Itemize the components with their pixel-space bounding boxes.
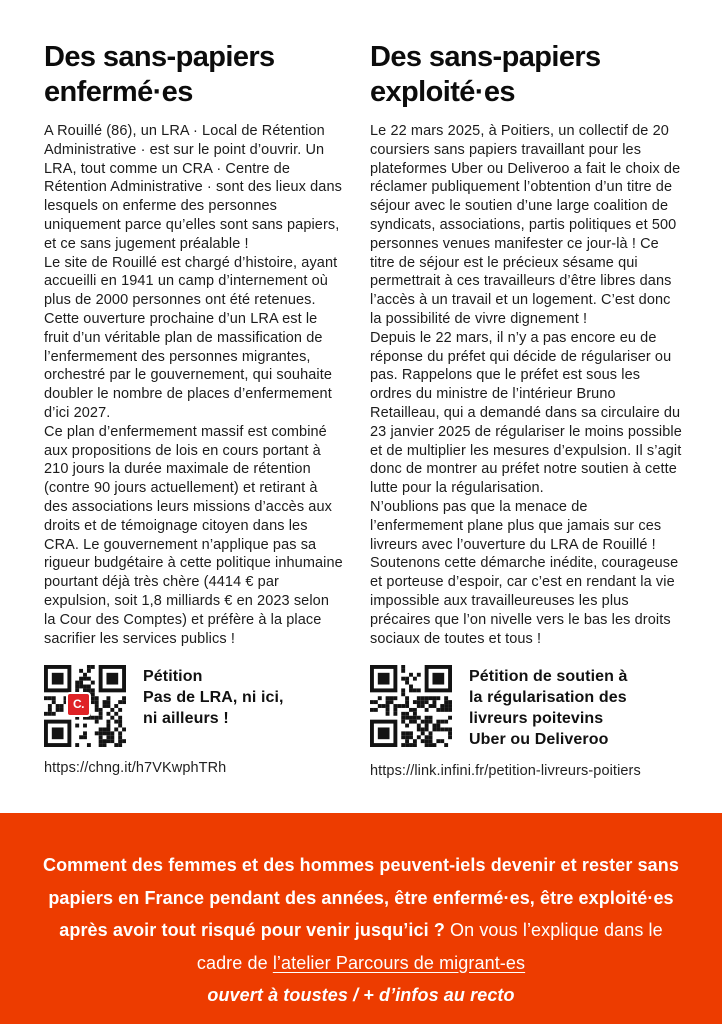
petition-label-line: Uber ou Deliveroo <box>469 731 609 749</box>
banner-question: Comment des femmes et des hommes peuvent-iels devenir et rester sans papiers en France pendant des années, être enfermé·es, être exploité·es après avoir tout risqué pour venir jusqu’ici ? <box>42 855 680 940</box>
paragraph: Le 22 mars 2025, à Poitiers, un collectif de 20 coursiers sans papiers travaillant pour les plateformes Uber ou Deliveroo a fait le choix de réclamer publiquement l’obtention d’un titre de séjour avec le soutien d’une large coalition de syndicats, associations, partis politiques et 500 personnes venues manifester ce jour-là ! Ce titre de séjour est le précieux sésame qui permettrait à ces travailleurs d’être libres dans l’accès à un travail et un logement. C’est donc la possibilité de vivre dignement ! <box>370 123 681 327</box>
petition-livreurs-url[interactable]: https://link.infini.fr/petition-livreurs-poitiers <box>370 763 641 780</box>
petition-label-line: la régularisation des <box>469 689 627 707</box>
article-body-enfermes <box>44 122 344 648</box>
column-enfermes <box>44 26 344 779</box>
petition-label-line: livreurs poitevins <box>469 710 604 728</box>
petition-label-line: Pétition <box>143 668 203 686</box>
petition-lra-label <box>143 665 284 729</box>
qr-code-petition-lra <box>44 665 126 747</box>
petition-lra-url[interactable]: https://chng.it/h7VKwphTRh <box>44 760 227 777</box>
paragraph: Le site de Rouillé est chargé d’histoire, ayant accueilli en 1941 un camp d’internement où plus de 2000 personnes ont été retenues. <box>44 254 338 309</box>
banner-answer: On vous l’explique dans le cadre de <box>196 920 663 973</box>
petition-label-line: ni ailleurs ! <box>143 710 229 728</box>
workshop-link[interactable]: l’atelier Parcours de migrant-es <box>272 952 526 973</box>
paragraph: Soutenons cette démarche inédite, courageuse et porteuse d’espoir, car c’est en rendant la vie impossible aux travailleureuses les plus précaires que l’on nivelle vers le bas les droits sociaux de toutes et tous ! <box>370 555 679 647</box>
qr-code-petition-livreurs <box>370 665 452 747</box>
qr-code-image <box>370 665 452 747</box>
bottom-banner <box>0 813 722 1024</box>
article-title-enfermes: Des sans-papiers enfermé·es <box>44 41 275 108</box>
change-org-logo-badge: C. <box>66 692 91 717</box>
paragraph: Depuis le 22 mars, il n’y a pas encore eu de réponse du préfet qui décide de régulariser ou pas. Rappelons que le préfet est sous les ordres du ministre de l’intérieur Bruno Retailleau, qui a demandé dans sa circulaire du 23 janvier 2025 de régulariser le moins possible et de multiplier les mesures d’expulsion. Il s’agit donc de montrer au préfet notre soutien à cette lutte pour la régularisation. <box>370 329 682 497</box>
banner-footer-note: ouvert à toustes / + d’infos au recto <box>207 985 515 1005</box>
petition-label-line: Pas de LRA, ni ici, <box>143 689 284 707</box>
petition-livreurs-label <box>469 665 628 750</box>
paragraph: Ce plan d’enfermement massif est combiné aux propositions de lois en cours portant à 210 jours la durée maximale de rétention (contre 90 jours actuellement) et retirant à des associations leurs missions d’accès aux droits et de témoignage citoyen dans les CRA. Le gouvernement n’applique pas sa rigueur budgétaire à cette politique inhumaine pourtant déjà très chère (4414 € par expulsion, soit 1,8 milliards € en 2023 selon la Cour des Comptes) et préfère à la place sacrifier les services publics ! <box>44 423 343 647</box>
paragraph: Cette ouverture prochaine d’un LRA est le fruit d’un véritable plan de massification de l’enfermement des personnes migrantes, orchestré par le gouvernement, qui souhaite doubler le nombre de places d’enfermement d’ici 2027. <box>44 310 333 421</box>
petition-label-line: Pétition de soutien à <box>469 668 628 686</box>
column-exploites <box>370 26 684 779</box>
banner-text <box>35 849 687 1012</box>
paragraph: A Rouillé (86), un LRA · Local de Rétention Administrative · est sur le point d’ouvrir. Un LRA, tout comme un CRA · Centre de Rétention Administrative · sont des lieux dans lesquels on enferme des personnes uniquement parce qu’elles sont sans papiers, et ce sans jugement préalable ! <box>44 123 342 252</box>
petition-livreurs <box>370 665 684 750</box>
article-body-exploites <box>370 122 684 648</box>
petition-lra <box>44 665 344 747</box>
paragraph: N’oublions pas que la menace de l’enfermement plane plus que jamais sur ces livreurs avec l’ouverture du LRA de Rouillé ! <box>370 498 662 553</box>
article-title-exploites: Des sans-papiers exploité·es <box>370 41 601 108</box>
